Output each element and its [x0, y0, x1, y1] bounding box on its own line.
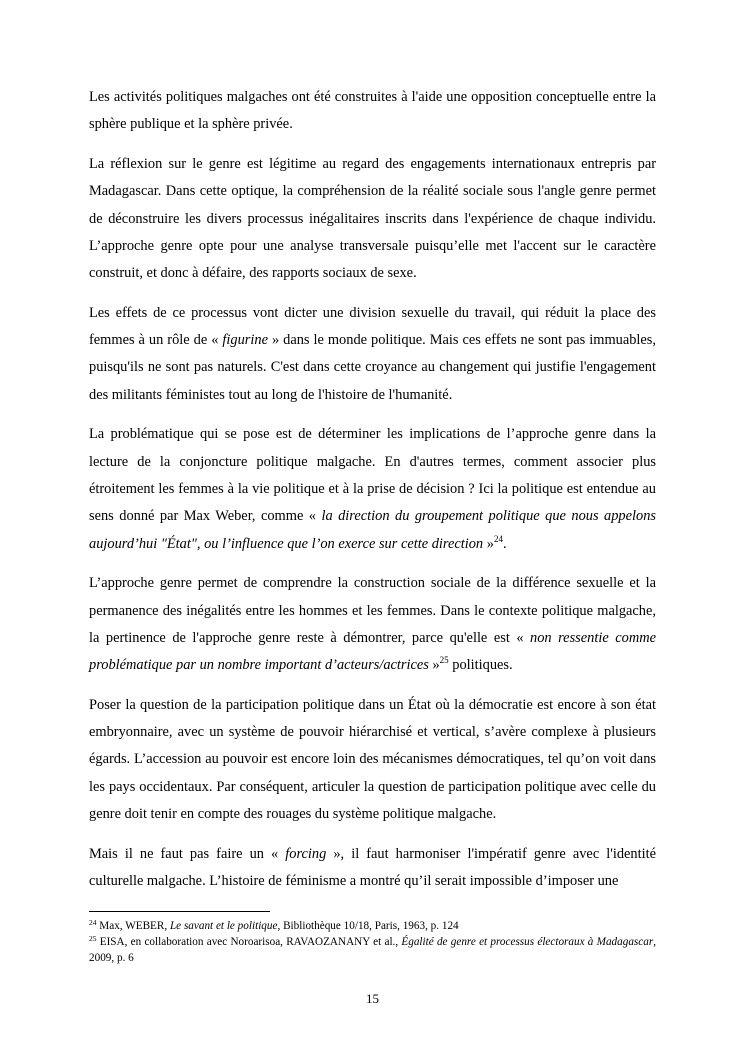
paragraph-7-text-end: », il faut harmoniser l'impératif genre avec l'identité culturelle malgache. L’histoire de féminisme a montré qu’il serait impossible d’imposer une — [89, 845, 657, 890]
paragraph-4-text: La problématique qui se pose est de déterminer les implications de l’approche genre dans la lecture de la conjoncture politique malgache. En d'autres termes, comment associer plus étroitement les femmes à la vie politique et à la prise de décision ? Ici la politique est entendue au sens donné par Max Weber, comme « — [89, 426, 656, 525]
paragraph-3-text: Les effets de ce processus vont dicter une division sexuelle du travail, qui réduit la place des femmes à un rôle de « — [89, 304, 656, 349]
paragraph-5-quote-close: » — [428, 657, 440, 674]
footnote-25-text: EISA, en collaboration avec Noroarisoa, RAVAOZANANY et al., — [96, 936, 402, 948]
paragraph-6: Poser la question de la participation politique dans un État où la démocratie est encore à son état embryonnaire, avec un système de pouvoir hiérarchisé et vertical, s’avère complexe à plusieurs égards. L’accession au pouvoir est encore loin des mécanismes démocratiques, tel qu’on voit dans les pays occidentaux. Par conséquent, articuler la question de participation politique avec celle du genre doit tenir en compte des rouages du système politique malgache. — [89, 696, 656, 823]
weber-quote: la direction du groupement politique que nous appelons aujourd’hui "État", ou l’influence que l’on exerce sur cette direction — [89, 508, 656, 552]
paragraph-5-end: politiques. — [448, 657, 513, 674]
footnote-ref-24: 24 — [493, 533, 503, 544]
paragraph-3-text-end: » dans le monde politique. Mais ces effets ne sont pas immuables, puisqu'ils ne sont pas naturels. C'est dans cette croyance au changement qui justifie l'engagement des militants féministes tout au long de l'histoire de l'humanité. — [89, 332, 656, 403]
paragraph-4-end: . — [502, 535, 507, 552]
footnote-24-title: Le savant et le politique — [169, 920, 278, 932]
footnote-24 — [89, 918, 656, 934]
footnote-ref-25: 25 — [439, 655, 449, 666]
footnote-24-text: Max, WEBER, — [96, 920, 170, 932]
footnote-25-details: , 2009, p. 6 — [89, 936, 657, 964]
footnote-25-title: Égalité de genre et processus électoraux à Madagascar — [401, 936, 654, 948]
footnote-separator — [89, 911, 270, 912]
paragraph-2: La réflexion sur le genre est légitime au regard des engagements internationaux entrepris par Madagascar. Dans cette optique, la compréhension de la réalité sociale sous l'angle genre permet de déconstruire les divers processus inégalitaires inscrits dans l'expérience de chaque individu. L’approche genre opte pour une analyse transversale puisqu’elle met l'accent sur le caractère construit, et donc à défaire, des rapports sociaux de sexe. — [89, 155, 656, 282]
eisa-quote: non ressentie comme problématique par un nombre important d’acteurs/actrices — [89, 629, 656, 674]
paragraph-4-quote-close: » — [483, 535, 494, 552]
page-number: 15 — [366, 991, 379, 1006]
footnote-number-25: 25 — [89, 934, 97, 943]
footnote-25 — [89, 934, 656, 966]
paragraph-7 — [89, 841, 656, 896]
footnotes — [89, 918, 656, 966]
footnote-number-24: 24 — [89, 918, 97, 927]
paragraph-7-italic: forcing — [285, 845, 327, 862]
paragraph-5 — [89, 570, 656, 679]
paragraph-3-italic: figurine — [222, 332, 268, 349]
footnote-24-details: , Bibliothèque 10/18, Paris, 1963, p. 124 — [277, 920, 459, 932]
paragraph-1: Les activités politiques malgaches ont été construites à l'aide une opposition conceptuelle entre la sphère publique et la sphère privée. — [89, 89, 656, 133]
paragraph-7-text: Mais il ne faut pas faire un « — [89, 845, 286, 862]
body-text — [89, 84, 656, 895]
paragraph-3 — [89, 300, 656, 409]
paragraph-4 — [89, 421, 656, 557]
paragraph-5-text: L’approche genre permet de comprendre la construction sociale de la différence sexuelle et la permanence des inégalités entre les hommes et les femmes. Dans le contexte politique malgache, la pertinence de l'approche genre reste à démontrer, parce qu'elle est « — [89, 575, 656, 646]
